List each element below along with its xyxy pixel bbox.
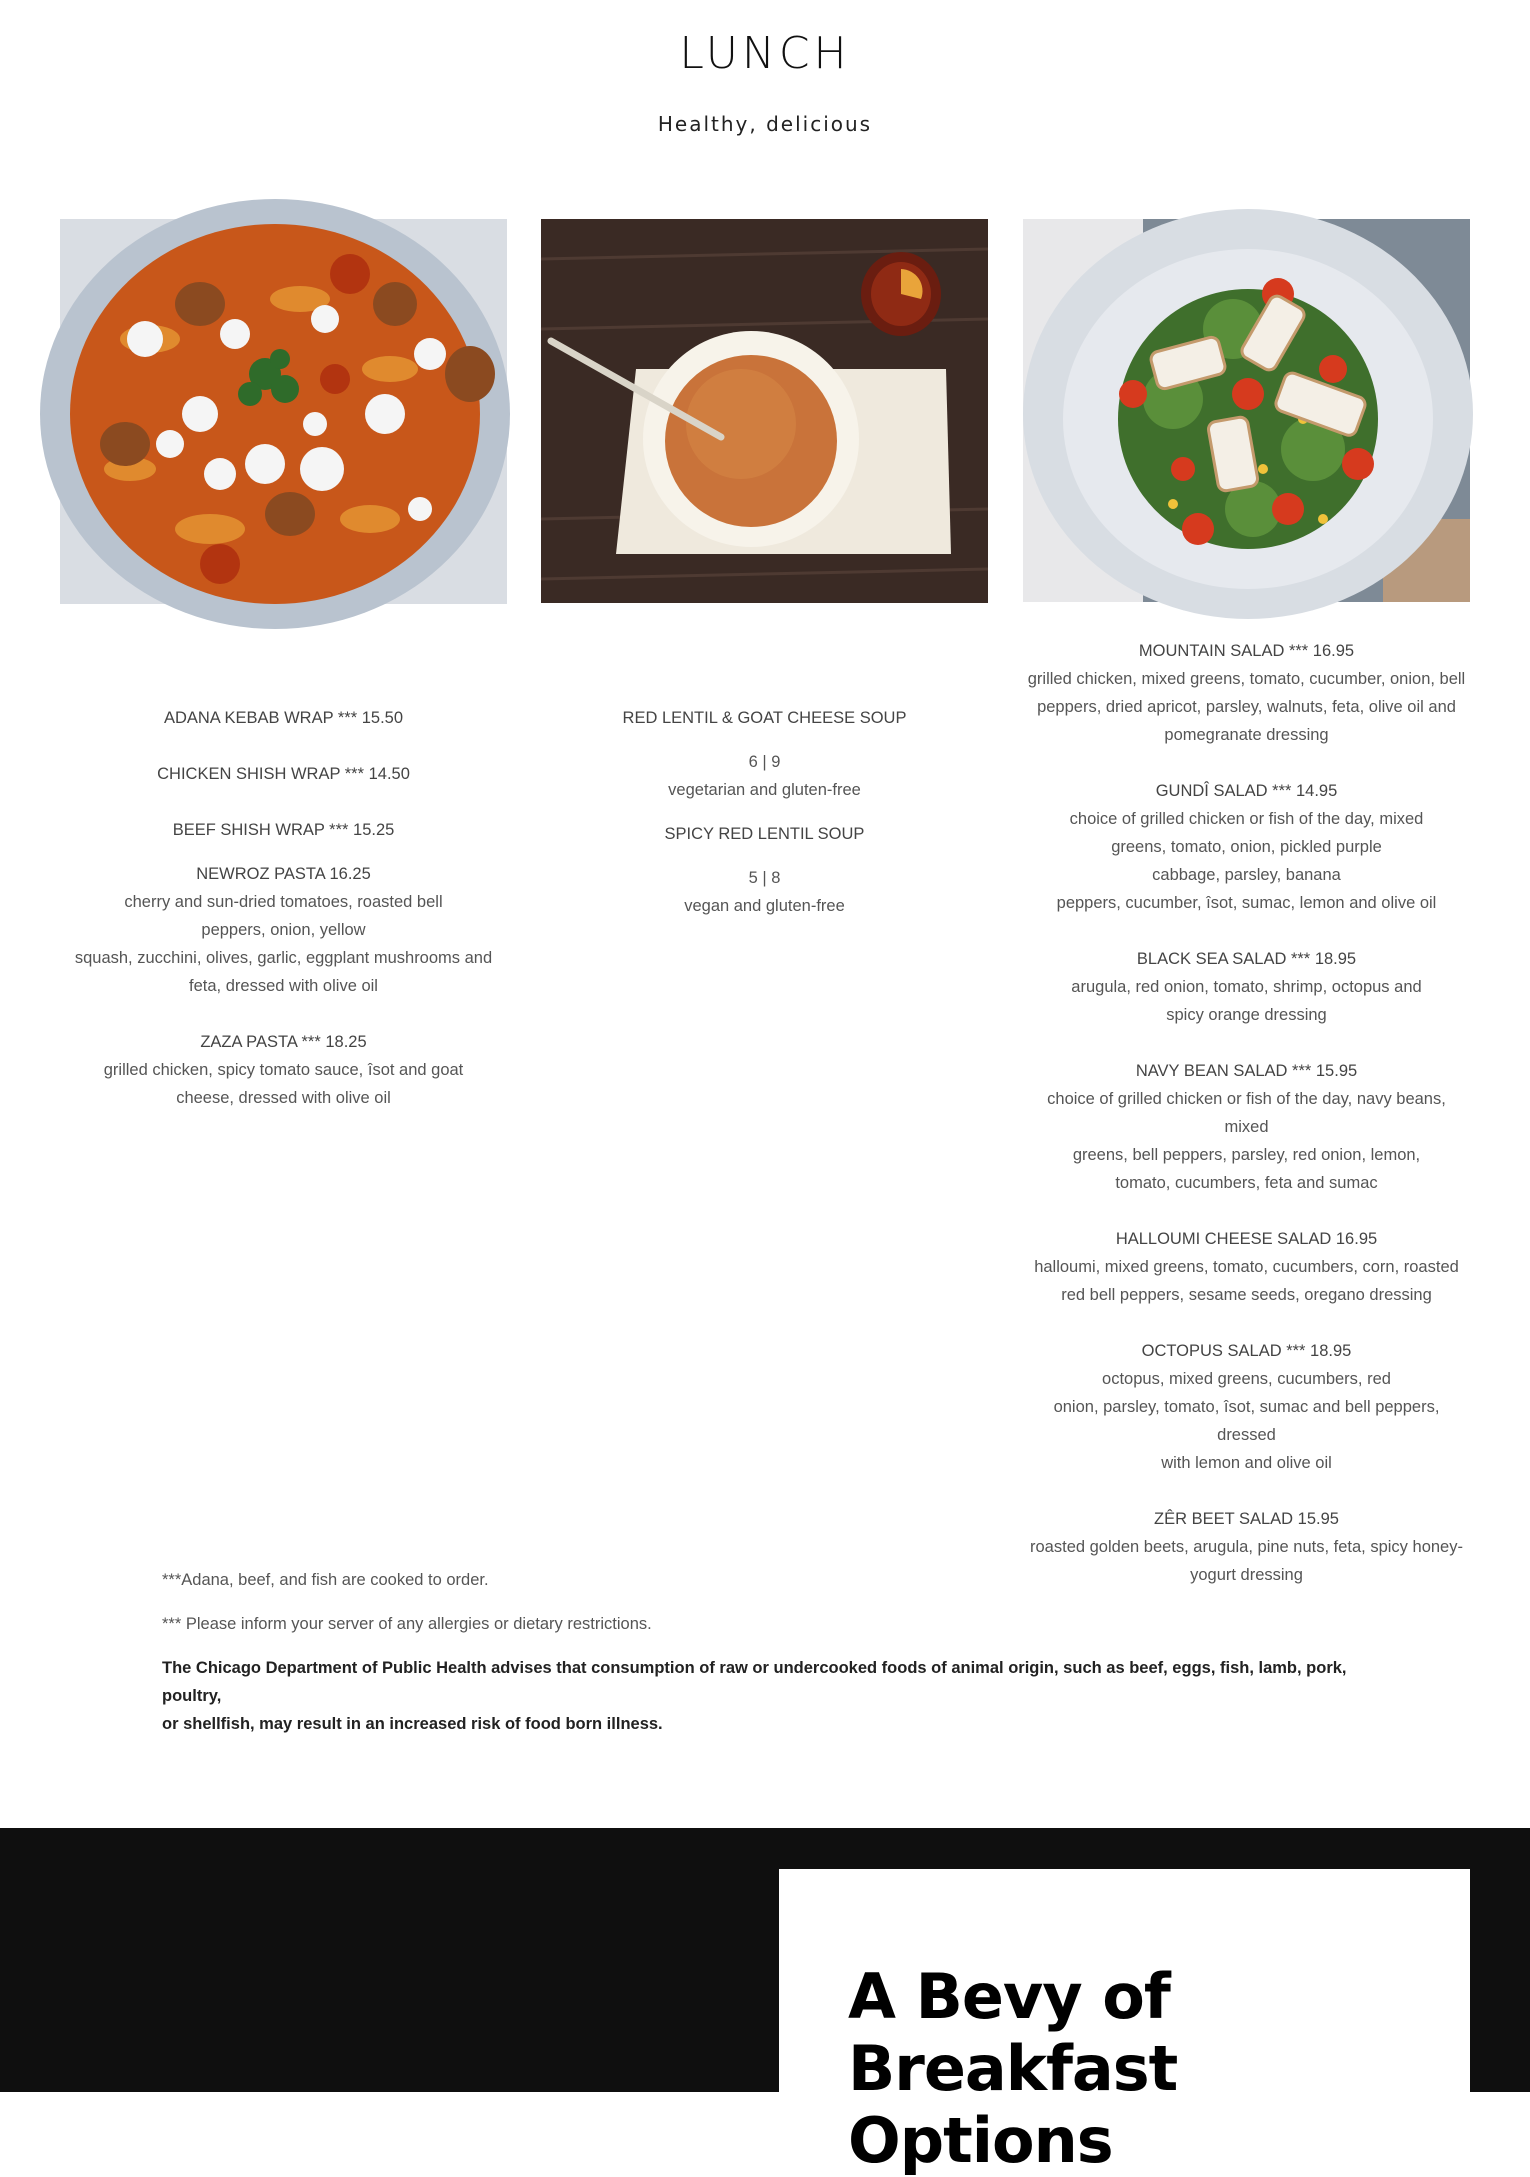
salads-column — [1023, 637, 1470, 1589]
menu-notes — [162, 1566, 1362, 1738]
menu-item-desc: feta, dressed with olive oil — [189, 977, 378, 995]
page-title: LUNCH — [679, 28, 851, 79]
menu-item-desc: choice of grilled chicken or fish of the day, navy beans, mixed — [1047, 1090, 1446, 1136]
menu-item-desc: red bell peppers, sesame seeds, oregano dressing — [1061, 1286, 1432, 1304]
soups-column — [541, 704, 988, 920]
wraps-pasta-column — [60, 704, 507, 1112]
menu-item-desc: peppers, onion, yellow — [201, 921, 366, 939]
menu-item-desc: grilled chicken, spicy tomato sauce, îsot and goat — [103, 1061, 464, 1079]
health-warning-line: The Chicago Department of Public Health advises that consumption of raw or undercooked foods of animal origin, such as beef, eggs, fish, lamb, pork, poultry, — [162, 1659, 1347, 1705]
cooked-to-order-note: ***Adana, beef, and fish are cooked to order. — [162, 1571, 489, 1589]
menu-item-desc: arugula, red onion, tomato, shrimp, octopus and — [1071, 978, 1422, 996]
allergy-note: *** Please inform your server of any allergies or dietary restrictions. — [162, 1615, 652, 1633]
menu-item-desc: cabbage, parsley, banana — [1152, 866, 1341, 884]
soup-photo-icon — [541, 219, 988, 603]
salad-photo-icon — [1023, 219, 1470, 602]
menu-item-name: RED LENTIL & GOAT CHEESE SOUP — [622, 709, 907, 727]
menu-item-name: ZÊR BEET SALAD 15.95 — [1154, 1510, 1339, 1528]
breakfast-title-line: A Bevy of Breakfast — [848, 1960, 1178, 2105]
menu-item-name: HALLOUMI CHEESE SALAD 16.95 — [1115, 1230, 1378, 1248]
menu-item-desc: halloumi, mixed greens, tomato, cucumbers, corn, roasted — [1034, 1258, 1459, 1276]
menu-item-price: 6 | 9 — [748, 753, 781, 771]
menu-item-name: CHICKEN SHISH WRAP *** 14.50 — [157, 765, 410, 783]
menu-item-desc: cheese, dressed with olive oil — [176, 1089, 391, 1107]
menu-item-name: MOUNTAIN SALAD *** 16.95 — [1138, 642, 1355, 660]
health-warning-line: or shellfish, may result in an increased risk of food born illness. — [162, 1715, 663, 1733]
menu-item-desc: greens, bell peppers, parsley, red onion, lemon, — [1072, 1146, 1421, 1164]
breakfast-title — [848, 1961, 1448, 2177]
menu-item-name: ZAZA PASTA *** 18.25 — [200, 1033, 367, 1051]
breakfast-title-line: Options — [848, 2104, 1113, 2177]
pasta-photo-icon — [60, 219, 507, 604]
page-subtitle: Healthy, delicious — [657, 112, 873, 136]
menu-item-desc: octopus, mixed greens, cucumbers, red — [1102, 1370, 1391, 1388]
menu-item-desc: pomegranate dressing — [1164, 726, 1329, 744]
menu-item-name: ADANA KEBAB WRAP *** 15.50 — [163, 709, 404, 727]
menu-item-note: vegan and gluten-free — [684, 897, 845, 915]
menu-item-desc: tomato, cucumbers, feta and sumac — [1115, 1174, 1378, 1192]
menu-item-desc: onion, parsley, tomato, îsot, sumac and bell peppers, dressed — [1053, 1398, 1440, 1444]
menu-item-price: 5 | 8 — [748, 869, 781, 887]
menu-item-desc: roasted golden beets, arugula, pine nuts, feta, spicy honey- — [1030, 1538, 1463, 1556]
menu-item-name: BLACK SEA SALAD *** 18.95 — [1136, 950, 1357, 968]
menu-item-desc: spicy orange dressing — [1166, 1006, 1327, 1024]
menu-item-desc: yogurt dressing — [1190, 1566, 1303, 1584]
menu-item-desc: peppers, dried apricot, parsley, walnuts, feta, olive oil and — [1037, 698, 1456, 716]
breakfast-card — [779, 1869, 1470, 2177]
menu-item-desc: grilled chicken, mixed greens, tomato, cucumber, onion, bell — [1027, 670, 1466, 688]
menu-item-desc: with lemon and olive oil — [1161, 1454, 1332, 1472]
menu-item-desc: peppers, cucumber, îsot, sumac, lemon and olive oil — [1056, 894, 1437, 912]
menu-item-name: GUNDÎ SALAD *** 14.95 — [1155, 782, 1338, 800]
menu-item-desc: cherry and sun-dried tomatoes, roasted bell — [124, 893, 443, 911]
menu-item-desc: choice of grilled chicken or fish of the day, mixed — [1069, 810, 1424, 828]
menu-item-desc: squash, zucchini, olives, garlic, eggplant mushrooms and — [74, 949, 493, 967]
menu-item-desc: greens, tomato, onion, pickled purple — [1111, 838, 1382, 856]
menu-item-name: NAVY BEAN SALAD *** 15.95 — [1135, 1062, 1358, 1080]
menu-item-name: BEEF SHISH WRAP *** 15.25 — [172, 821, 395, 839]
health-warning — [162, 1654, 1362, 1738]
menu-item-note: vegetarian and gluten-free — [668, 781, 861, 799]
menu-item-name: SPICY RED LENTIL SOUP — [664, 825, 865, 843]
menu-item-name: OCTOPUS SALAD *** 18.95 — [1141, 1342, 1352, 1360]
menu-item-name: NEWROZ PASTA 16.25 — [196, 865, 371, 883]
